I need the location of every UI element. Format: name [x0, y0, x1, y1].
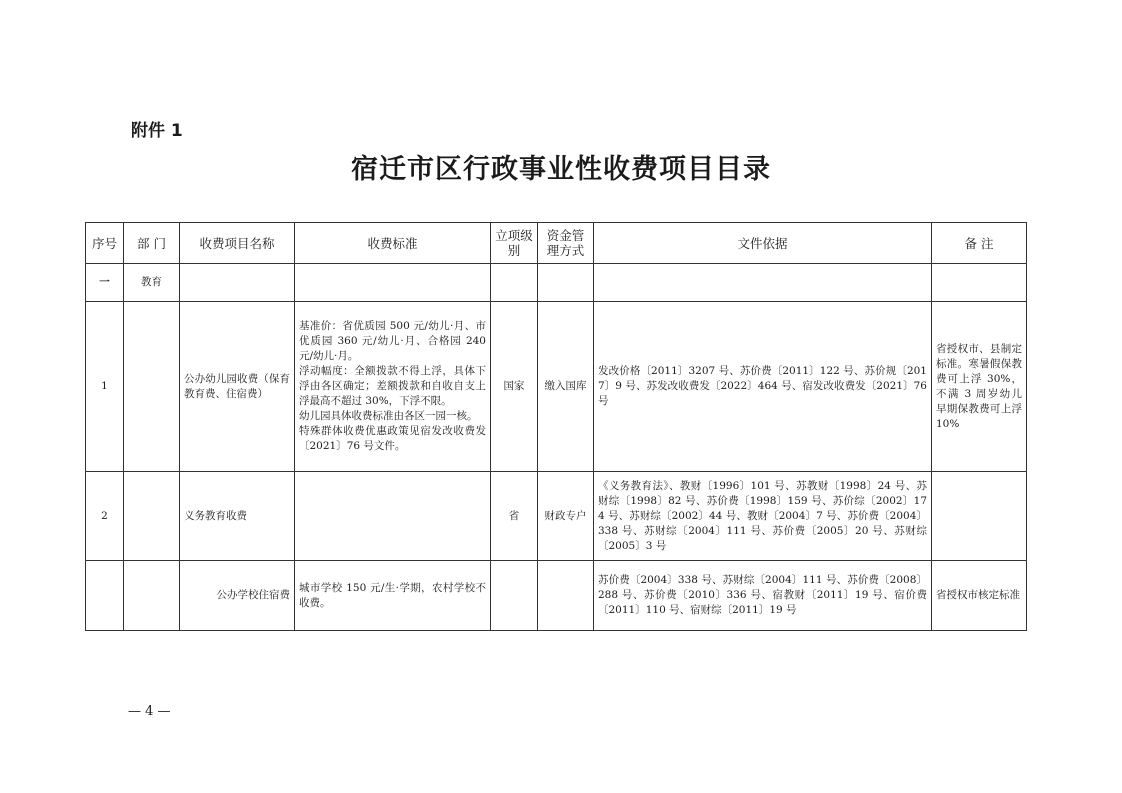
row-level: 省 — [491, 472, 538, 561]
row-basis: 发改价格〔2011〕3207 号、苏价费〔2011〕122 号、苏价规〔2017〕9 号、苏发改收费发〔2022〕464 号、宿发改收费发〔2021〕76 号 — [594, 302, 932, 472]
standard-line: 城市学校 150 元/生·学期，农村学校不收费。 — [299, 581, 486, 609]
table-row — [86, 302, 1027, 472]
attachment-label: 附件 1 — [131, 121, 183, 141]
table-row — [86, 561, 1027, 631]
header-basis: 文件依据 — [594, 223, 932, 264]
row-level: 国家 — [491, 302, 538, 472]
row-dept — [124, 561, 180, 631]
category-dept: 教育 — [124, 264, 180, 302]
row-fund: 缴入国库 — [538, 302, 594, 472]
row-fund — [538, 561, 594, 631]
row-remarks: 省授权市核定标准 — [932, 561, 1027, 631]
category-seq: 一 — [86, 264, 124, 302]
row-standard — [295, 561, 491, 631]
header-item: 收费项目名称 — [180, 223, 295, 264]
row-dept — [124, 472, 180, 561]
header-standard: 收费标准 — [295, 223, 491, 264]
standard-line: 幼儿园具体收费标准由各区一园一核。 — [299, 410, 478, 422]
row-basis: 苏价费〔2004〕338 号、苏财综〔2004〕111 号、苏价费〔2008〕288 号、苏价费〔2010〕336 号、宿教财〔2011〕19 号、宿价费〔2011〕110 号、宿财综〔2011〕19 号 — [594, 561, 932, 631]
row-standard — [295, 302, 491, 472]
row-standard — [295, 472, 491, 561]
row-dept — [124, 302, 180, 472]
page-number: — 4 — — [128, 704, 171, 719]
row-basis: 《义务教育法》、教财〔1996〕101 号、苏教财〔1998〕24 号、苏财综〔1998〕82 号、苏价费〔1998〕159 号、苏价综〔2002〕174 号、苏财综〔2002〕44 号、教财〔2004〕7 号、苏价费〔2004〕338 号、苏财综〔2004〕111 号、苏价费〔2005〕20 号、苏财综〔2005〕3 号 — [594, 472, 932, 561]
category-row — [86, 264, 1027, 302]
header-dept: 部 门 — [124, 223, 180, 264]
row-seq: 1 — [86, 302, 124, 472]
header-fund: 资金管理方式 — [538, 223, 594, 264]
header-remarks: 备 注 — [932, 223, 1027, 264]
row-remarks — [932, 472, 1027, 561]
standard-line: 特殊群体收费优惠政策见宿发改收费发〔2021〕76 号文件。 — [299, 425, 486, 452]
table-row — [86, 472, 1027, 561]
header-seq: 序号 — [86, 223, 124, 264]
row-item: 义务教育收费 — [180, 472, 295, 561]
row-remarks: 省授权市、县制定标准。寒暑假保教费可上浮 30%，不满 3 周岁幼儿早期保教费可上浮 10% — [932, 302, 1027, 472]
standard-line: 基准价：省优质园 500 元/幼儿·月、市优质园 360 元/幼儿·月、合格园 240 元/幼儿·月。 — [299, 320, 486, 362]
table-header-row — [86, 223, 1027, 264]
row-item: 公办学校住宿费 — [180, 561, 295, 631]
row-item: 公办幼儿园收费（保育教育费、住宿费） — [180, 302, 295, 472]
row-fund: 财政专户 — [538, 472, 594, 561]
fee-catalog-table — [85, 222, 1027, 631]
standard-line: 浮动幅度：全额拨款不得上浮，具体下浮由各区确定；差额拨款和自收自支上浮最高不超过 30%，下浮不限。 — [299, 365, 486, 407]
row-seq: 2 — [86, 472, 124, 561]
row-level — [491, 561, 538, 631]
row-seq — [86, 561, 124, 631]
header-level: 立项级别 — [491, 223, 538, 264]
page-title: 宿迁市区行政事业性收费项目目录 — [351, 154, 771, 185]
